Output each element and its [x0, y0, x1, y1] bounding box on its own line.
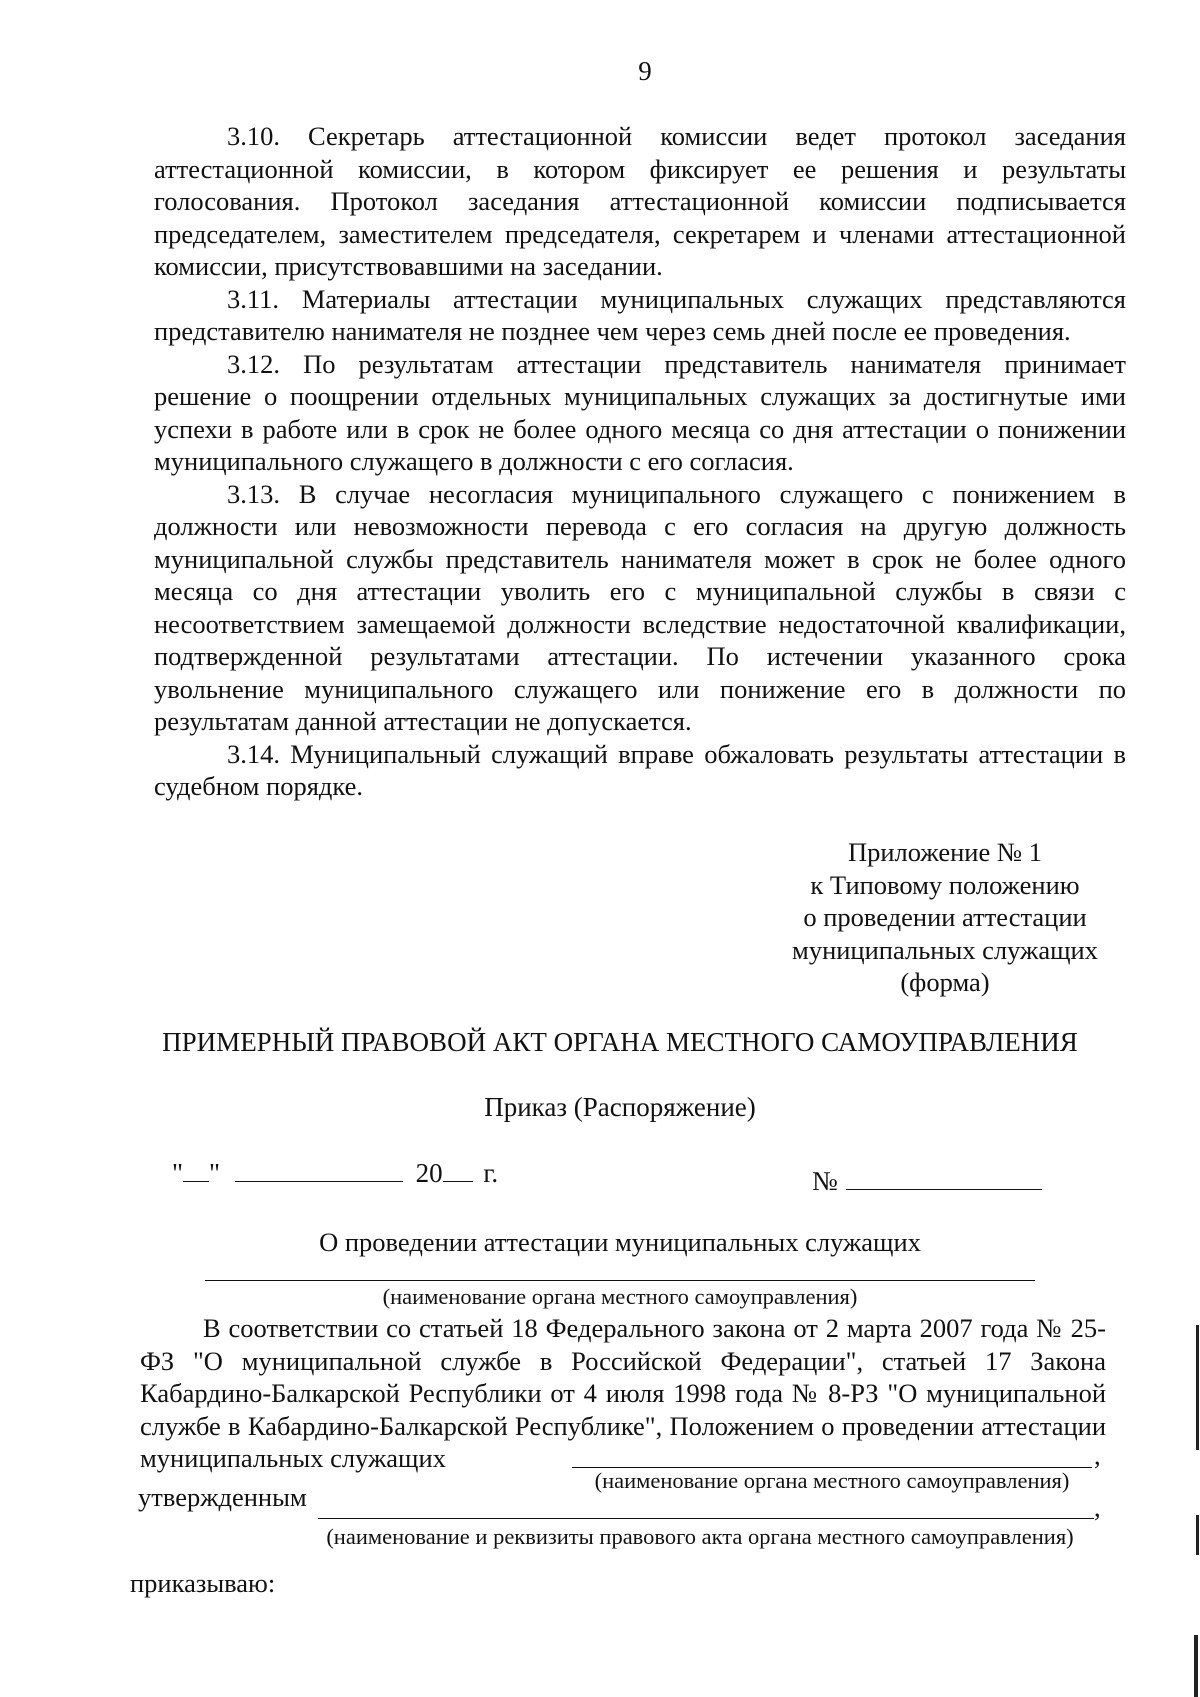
order-subject: О проведении аттестации муниципальных служащих: [319, 1227, 921, 1257]
paragraph-3-10: 3.10. Секретарь аттестационной комиссии ведет протокол заседания аттестационной комиссии, в котором фиксирует ее решения и результаты голосования. Протокол заседания аттестационной комиссии подписывается председателем, заместителем председателя, секретарем и членами аттестационной комиссии, присутствовавшими на заседании.: [154, 121, 1126, 281]
act-name-caption: (наименование и реквизиты правового акта органа местного самоуправления): [326, 1524, 1074, 1549]
preamble-text: В соответствии со статьей 18 Федерального закона от 2 марта 2007 года № 25-ФЗ "О муниципальной службе в Российской Федерации", статьей 17 Закона Кабардино-Балкарской Республики от 4 июля 1998 года № 8-РЗ "О муниципальной службе в Кабардино-Балкарской Республике", Положением о проведении аттестации муниципальных служащих: [140, 1313, 1106, 1473]
year-prefix: 20: [415, 1158, 443, 1188]
paragraph-3-12: 3.12. По результатам аттестации представитель нанимателя принимает решение о поощрении отдельных муниципальных служащих за достигнутые ими успехи в работе или в срок не более одного месяца со дня аттестации о понижении муниципального служащего в должности с его согласия.: [154, 348, 1126, 476]
act-name-rule: [318, 1518, 1094, 1519]
scan-edge-mark: [1196, 1515, 1199, 1555]
preamble: [140, 1312, 1106, 1475]
appendix-line: (форма): [900, 967, 990, 997]
paragraph-3-13: 3.13. В случае несогласия муниципального служащего с понижением в должности или невозможности перевода с его согласия на другую должность муниципальной службы представитель нанимателя может в срок не более одного месяца со дня аттестации уволить его с муниципальной службы в связи с несоответствием замещаемой должности вследствие недостаточной квалификации, подтвержденной результатами аттестации. По истечении указанного срока увольнение муниципального служащего или понижение его в должности по результатам данной аттестации не допускается.: [154, 478, 1126, 736]
scan-edge-mark: [1196, 1325, 1199, 1450]
regulation-text: [154, 120, 1126, 803]
appendix-note: [760, 836, 1130, 999]
form-title: ПРИМЕРНЫЙ ПРАВОВОЙ АКТ ОРГАНА МЕСТНОГО САМОУПРАВЛЕНИЯ: [162, 1027, 1078, 1057]
appendix-line: к Типовому положению: [810, 869, 1080, 900]
month-blank: [235, 1157, 403, 1182]
date-quote-close: ": [209, 1158, 221, 1188]
paragraph-3-11: 3.11. Материалы аттестации муниципальных служащих представляются представителю нанимателя не позднее чем через семь дней после ее проведения.: [154, 283, 1126, 346]
appendix-line: Приложение № 1: [847, 837, 1042, 867]
paragraph-3-14: 3.14. Муниципальный служащий вправе обжаловать результаты аттестации в судебном порядке.: [154, 738, 1126, 801]
comma-2: ,: [1094, 1492, 1101, 1522]
appendix-line: о проведении аттестации: [803, 902, 1087, 932]
document-type: Приказ (Распоряжение): [484, 1092, 756, 1122]
date-field: [172, 1157, 498, 1189]
body-name-caption-2: (наименование органа местного самоуправления): [594, 1468, 1070, 1493]
year-suffix: г.: [483, 1158, 499, 1188]
number-field: [812, 1163, 1042, 1197]
body-name-caption: (наименование органа местного самоуправления): [382, 1284, 858, 1309]
comma: ,: [1094, 1440, 1101, 1470]
appendix-line: муниципальных служащих: [792, 934, 1098, 965]
year-blank: [443, 1157, 473, 1182]
number-blank: [846, 1163, 1042, 1190]
approved-label: утвержденным: [138, 1482, 307, 1512]
day-blank: [183, 1157, 209, 1182]
order-word: приказываю:: [130, 1568, 276, 1598]
body-name-rule: [205, 1280, 1035, 1281]
page-number: 9: [638, 56, 652, 86]
number-label: №: [812, 1166, 838, 1196]
date-quote-open: ": [172, 1158, 184, 1188]
scan-edge-mark: [1194, 1635, 1198, 1697]
